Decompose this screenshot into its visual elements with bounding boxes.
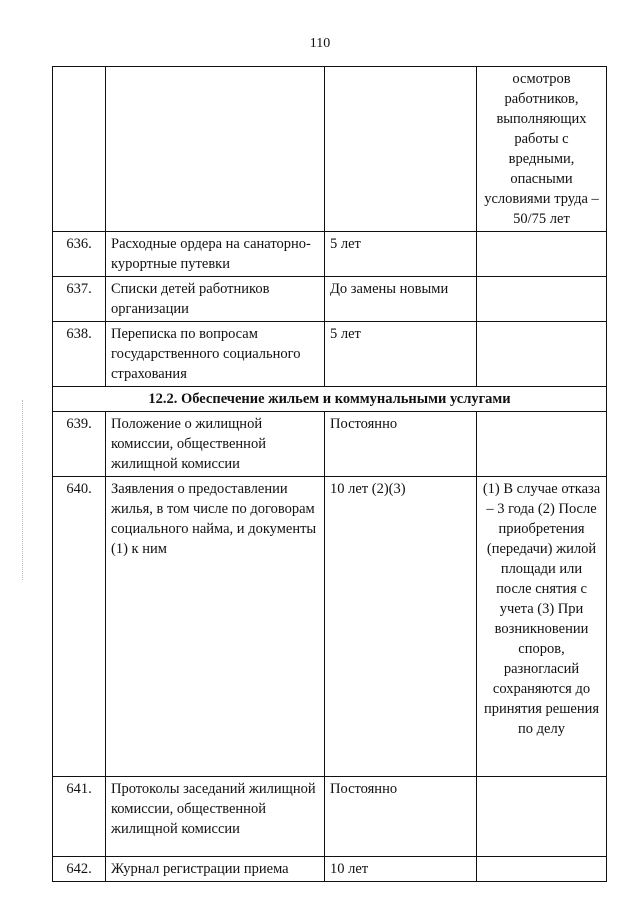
- row-note-cell: [477, 412, 607, 477]
- section-title: 12.2. Обеспечение жильем и коммунальными услугами: [53, 387, 607, 412]
- row-title-cell: Расходные ордера на санаторно-курортные путевки: [106, 232, 325, 277]
- table-row: [53, 232, 607, 277]
- row-number-cell: 637.: [53, 277, 106, 322]
- row-note-cell: [477, 857, 607, 882]
- table-row: [53, 412, 607, 477]
- row-number-cell: 636.: [53, 232, 106, 277]
- page-number: 110: [309, 36, 331, 51]
- table-row: [53, 477, 607, 777]
- row-term-cell: [325, 67, 477, 232]
- row-number-cell: 641.: [53, 777, 106, 857]
- row-term-cell: Постоянно: [325, 412, 477, 477]
- row-title-cell: Протоколы заседаний жилищной комиссии, общественной жилищной комиссии: [106, 777, 325, 857]
- row-title-cell: Списки детей работников организации: [106, 277, 325, 322]
- table-row: [53, 777, 607, 857]
- row-note-cell: [477, 777, 607, 857]
- row-note-cell: [477, 232, 607, 277]
- row-note-cell: [477, 277, 607, 322]
- row-term-cell: 5 лет: [325, 232, 477, 277]
- row-number-cell: 642.: [53, 857, 106, 882]
- row-term-cell: 5 лет: [325, 322, 477, 387]
- row-number-cell: [53, 67, 106, 232]
- row-title-cell: Заявления о предоставлении жилья, в том числе по договорам социального найма, и документы (1) к ним: [106, 477, 325, 777]
- row-note-cell: [477, 322, 607, 387]
- row-title-cell: [106, 67, 325, 232]
- table-row: [53, 322, 607, 387]
- row-term-cell: 10 лет (2)(3): [325, 477, 477, 777]
- row-term-cell: Постоянно: [325, 777, 477, 857]
- row-title-cell: Журнал регистрации приема: [106, 857, 325, 882]
- row-title-cell: Положение о жилищной комиссии, общественной жилищной комиссии: [106, 412, 325, 477]
- scan-edge-mark: [22, 400, 24, 580]
- row-term-cell: До замены новыми: [325, 277, 477, 322]
- table-row: [53, 277, 607, 322]
- row-number-cell: 639.: [53, 412, 106, 477]
- row-note-cell: осмотров работников, выполняющих работы с вредными, опасными условиями труда – 50/75 лет: [477, 67, 607, 232]
- retention-table: [52, 66, 607, 882]
- row-number-cell: 638.: [53, 322, 106, 387]
- row-note-cell: (1) В случае отказа – 3 года (2) После приобретения (передачи) жилой площади или после снятия с учета (3) При возникновении споров, разногласий сохраняются до принятия решения по делу: [477, 477, 607, 777]
- table-row: [53, 857, 607, 882]
- row-term-cell: 10 лет: [325, 857, 477, 882]
- row-number-cell: 640.: [53, 477, 106, 777]
- section-header-row: [53, 387, 607, 412]
- table-row-continuation: [53, 67, 607, 232]
- row-title-cell: Переписка по вопросам государственного социального страхования: [106, 322, 325, 387]
